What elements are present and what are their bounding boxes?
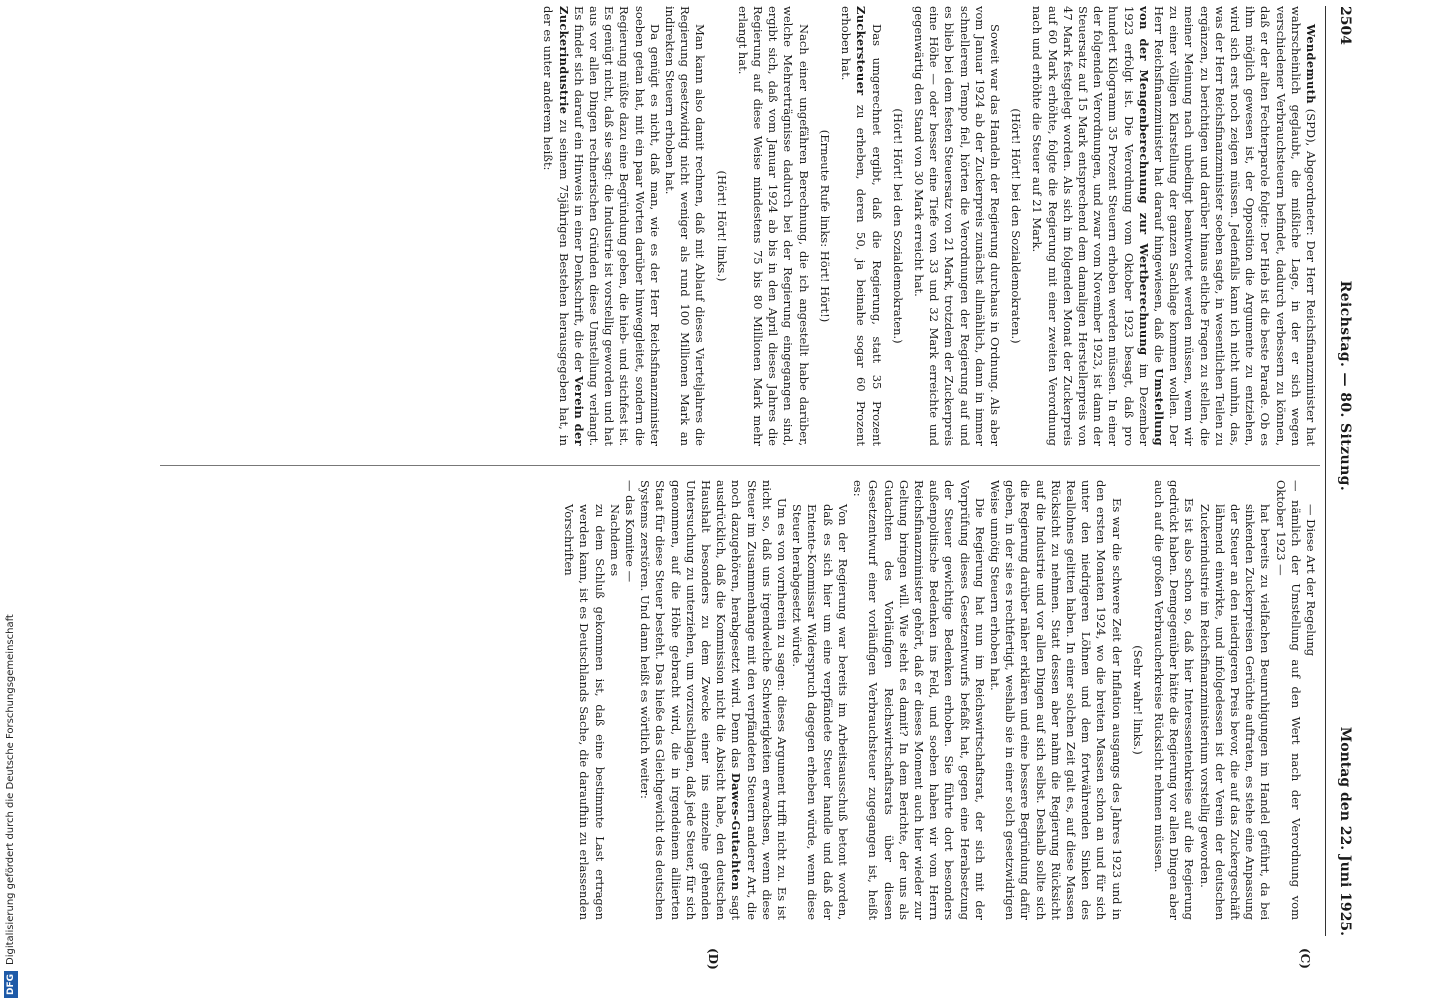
interjection: (Hört! Hört! links.) (714, 170, 729, 282)
quote-block: hat bereits zu vielfachen Beunruhigungen im Handel geführt, da bei sinkenden Zuckerpreisen Gerüchte auftraten, es stehe eine Anpassung der Steuer an den niedrigeren Preis bevor, die auf das Zuckergeschäft lähmend einwirkte, und infolgedessen ist der Verein der deutschen Zuckerindustrie im Reichsfinanzministerium vorstellig geworden. (1197, 504, 1273, 920)
quote-line: Nachdem es (607, 504, 622, 577)
paragraph: Man kann also damit rechnen, daß mit Ablauf dieses Vierteljahres die Regierung gesetzwidrig nicht weniger als rund 100 Millionen Mark an indirekten Steuern erhoben hat. (663, 6, 708, 446)
column-divider (160, 465, 1320, 466)
page-number: 2504 (1337, 6, 1353, 45)
dfg-logo: DFG (4, 971, 18, 998)
paragraph: Um es von vornherein zu sagen: dieses Argument trifft nicht zu. Es ist nicht so, daß uns irgendwelche Schwierigkeiten erwachsen, wenn diese Steuer im Zusammenhange mit den verpfändeten Steuern anderer Art, die noch dazugehören, herabgesetzt wird. Denn das Dawes-Gutachten sagt ausdrücklich, daß die Kommission nicht die Absicht habe, den deutschen Haushalt besonders zu dem Zwecke einer ins einzelne gehenden Untersuchung zu unterziehen, um vorzuschlagen, daß jede Steuer, für sich genommen, auf die Höhe gebracht wird, die in irgendeinem alliierten Staat für diese Steuer besteht. Das hieße das Gleichgewicht des deutschen Systems zerstören. Und dann heißt es wörtlich weiter: (638, 480, 790, 920)
margin-mark-d: (D) (706, 948, 720, 970)
paragraph: Das umgerechnet ergibt, daß die Regierung, statt 35 Prozent Zuckersteuer zu erheben, deren 50, ja beinahe sogar 60 Prozent erhoben hat. (839, 6, 884, 446)
paragraph: Soweit war das Handeln der Regierung durchaus in Ordnung. Als aber vom Januar 1924 ab der Zuckerpreis zunächst allmählich, dann in immer schnellerem Tempo fiel, hörten die Verordnungen der Regierung auf und es blieb bei dem festen Steuersatz von 21 Mark, trotzdem der Zuckerpreis eine Höhe — oder besser eine Tiefe von 33 und 32 Mark erreichte und gegenwärtig den Stand von 30 Mark erreicht hat. (911, 6, 1002, 446)
interjection: (Hört! Hört! bei den Sozialdemokraten.) (890, 108, 905, 344)
speaker-name: Wendemuth (1304, 24, 1318, 104)
interjection: (Hört! Hört! bei den Sozialdemokraten.) (1009, 108, 1024, 344)
running-head (1325, 6, 1352, 936)
paragraph: Es war die schwere Zeit der Inflation ausgangs des Jahres 1923 und in den ersten Monaten 1924, wo die breiten Massen schon an und für sich unter den niedrigeren Löhnen und dem fortwährenden Sinken des Reallohnes gelitten haben. In einer solchen Zeit galt es, auf diese Massen Rücksicht zu nehmen. Statt dessen aber nahm die Regierung Rücksicht auf die Industrie und vor allen Dingen auf sich selbst. Deshalb sollte sich die Regierung darüber näher erklären und eine bessere Begründung dafür geben, in der sie es rechtfertigt, weshalb sie in einer solch gesetzwidrigen Weise unnötig Steuern erhoben hat. (987, 480, 1124, 920)
quote-block: zu dem Schluß gekommen ist, daß eine bestimmte Last ertragen werden kann, ist es Deutschlands Sache, die daraufhin zu erlassenden Vorschriften (562, 504, 607, 920)
paragraph: Da genügt es nicht, daß man, wie es der Herr Reichsfinanzminister soeben getan hat, mit ein paar Worten darüber hinweggleitet, sondern die Regierung müßte dazu eine Begründung geben, die hieb- und stichfest ist. Es genügt nicht, daß sie sagt: die Industrie ist vorstellig geworden und hat aus vor allen Dingen rechnerischen Gründen diese Umstellung verlangt. Es findet sich darauf ein Hinweis in einer Denkschrift, die der Verein der Zuckerindustrie zu seinem 75jährigen Bestehen herausgegeben hat, in der es unter anderem heißt: (541, 6, 662, 446)
document-body (100, 0, 1360, 1000)
footer-credit-text: Digitalisierung gefördert durch die Deutsche Forschungsgemeinschaft (5, 614, 16, 965)
interjection: (Sehr wahr! links.) (1130, 645, 1145, 755)
interjection: (Erneute Rufe links: Hört! Hört!) (817, 129, 832, 323)
paragraph: Nach einer ungefähren Berechnung, die ich angestellt habe darüber, welche Mehrerträgnisse dadurch bei der Regierung eingegangen sind, ergibt sich, daß vom Januar 1924 ab bis in den April dieses Jahres die Regierung auf diese Weise mindestens 75 bis 80 Millionen Mark mehr erlangt hat. (735, 6, 811, 446)
quote-line: — das Komitee — (623, 480, 638, 583)
paragraph: Die Regierung hat nun im Reichswirtschaftsrat, der sich mit der Vorprüfung dieses Gesetzentwurfs befaßt hat, gegen eine Herabsetzung der Steuer gewichtige Bedenken erhoben. Sie führte dort besonders außenpolitische Bedenken ins Feld, und soeben haben wir vom Herrn Reichsfinanzminister gehört, daß er dieses Moment auch hier wieder zur Geltung bringen will. Wie steht es damit? In dem Berichte, der uns als Gutachten des Vorläufigen Reichswirtschaftsrats über diesen Gesetzentwurf einer vorläufigen Verbrauchsteuer zugegangen ist, heißt es: (851, 480, 987, 920)
footer-strip (4, 0, 18, 1000)
quote-line: — nämlich der Umstellung auf den Wert nach der Verordnung vom Oktober 1923 — (1273, 480, 1303, 920)
quote-block: Von der Regierung war bereits im Arbeitsausschuß betont worden, daß es sich hier um eine verpfändete Steuer handle und daß der Entente-Kommissar Widerspruch dagegen erheben würde, wenn diese Steuer herabgesetzt würde. (790, 504, 850, 920)
quote-line: — Diese Art der Regelung (1304, 504, 1318, 657)
footer-credit (4, 0, 18, 998)
left-column (118, 6, 1318, 446)
session-date: Montag den 22. Juni 1925. (1337, 726, 1353, 936)
rotated-page-content (100, 0, 1360, 1000)
margin-mark-c: (C) (1298, 948, 1312, 969)
paragraph: Es ist also schon so, daß hier Interessentenkreise auf die Regierung gedrückt haben. Demgegenüber hätte die Regierung vor allen Dingen aber auch auf die großen Verbraucherkreise Rücksicht nehmen müssen. (1151, 480, 1197, 920)
paragraph: Wendemuth (SPD), Abgeordneter: Der Herr Reichsfinanzminister hat wahrscheinlich geglaubt, die mißliche Lage, in der er sich wegen verschiedener Verbrauchsteuern befindet, dadurch verbessern zu können, daß er der alten Fechterparole folgte: Der Hieb ist die beste Parade. Ob es ihm möglich gewesen ist, der Opposition die Argumente zu entziehen, wird sich erst noch zeigen müssen. Jedenfalls kann ich nicht umhin, das, was der Herr Reichsfinanzminister soeben sagte, in wesentlichen Teilen zu ergänzen, zu berichtigen und darüber hinaus etliche Fragen zu stellen, die meiner Meinung nach unbedingt beantwortet werden müssen, wenn wir zu einer völligen Klarstellung der ganzen Sachlage kommen wollen. Der Herr Reichsfinanzminister hat darauf hingewiesen, daß die Umstellung von der Mengenberechnung zur Wertberechnung im Dezember 1923 erfolgt ist. Die Verordnung vom Oktober 1923 besagt, daß pro hundert Kilogramm 35 Prozent Steuern erhoben werden müssen. In einer der folgenden Verordnungen, und zwar vom November 1923, ist dann der Steuersatz auf 15 Mark entsprechend dem damaligen Herstellerpreis von 47 Mark festgelegt worden. Als sich im folgenden Monat der Zuckerpreis auf 60 Mark erhöhte, folgte die Regierung mit einer zweiten Verordnung nach und erhöhte die Steuer auf 21 Mark. (1030, 6, 1318, 446)
session-title: Reichstag. — 80. Sitzung. (1337, 280, 1353, 492)
right-column (118, 480, 1318, 920)
